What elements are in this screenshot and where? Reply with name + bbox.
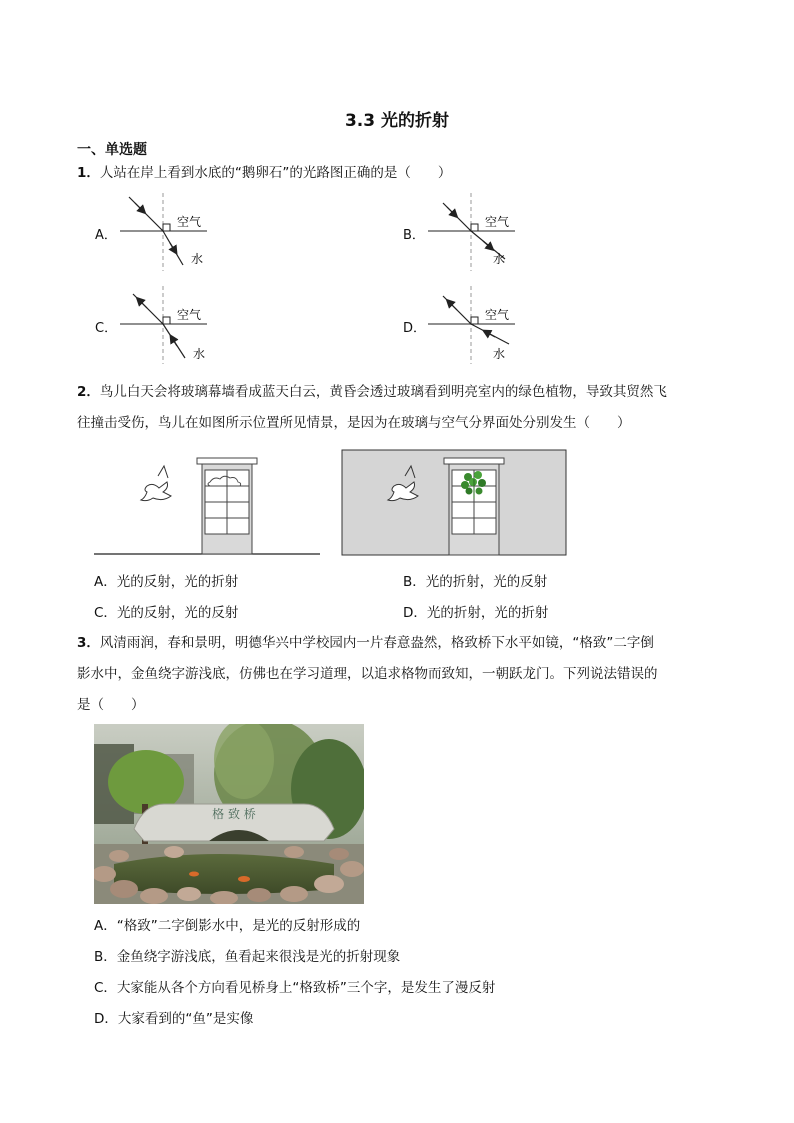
option-text: 光的反射，光的反射 — [116, 605, 239, 621]
bridge-sign: 格 致 桥 — [212, 807, 256, 821]
q3-option-a[interactable] — [94, 914, 360, 934]
question-number: 1． — [77, 165, 100, 181]
option-label: A． — [94, 574, 117, 590]
bridge-photo — [94, 724, 364, 904]
option-label: D． — [94, 1011, 118, 1027]
air-label: 空气 — [485, 215, 510, 229]
air-label: 空气 — [485, 308, 510, 322]
question-2 — [77, 377, 717, 439]
water-label: 水 — [191, 252, 204, 266]
right-angle-mark — [163, 317, 170, 324]
option-label: B． — [94, 949, 117, 965]
q1-option-b[interactable] — [403, 193, 533, 273]
q2-option-b[interactable] — [403, 570, 547, 590]
ray-diagram-b — [423, 193, 533, 273]
question-number: 2． — [77, 384, 100, 400]
option-label: A． — [94, 918, 117, 934]
q1-option-a[interactable] — [95, 193, 225, 273]
arrow-water — [172, 338, 177, 346]
ray-diagram-c — [115, 286, 225, 366]
page-title: 3.3 光的折射 — [344, 111, 450, 131]
q1-option-c[interactable] — [95, 286, 225, 366]
q3-option-c[interactable] — [94, 976, 495, 996]
option-text: 金鱼绕字游浅底，鱼看起来很浅是光的折射现象 — [116, 949, 401, 965]
q3-option-d[interactable] — [94, 1007, 253, 1027]
q2-option-a[interactable] — [94, 570, 238, 590]
arrow-air — [449, 302, 457, 310]
air-label: 空气 — [177, 308, 202, 322]
bird-icon — [141, 482, 171, 501]
question-text-line-3: 是（ ） — [77, 697, 145, 713]
question-text-line-1: 鸟儿白天会将玻璃幕墙看成蓝天白云，黄昏会透过玻璃看到明亮室内的绿色植物，导致其贸然飞 — [99, 384, 667, 400]
right-angle-mark — [471, 224, 478, 231]
water-label: 水 — [193, 347, 206, 361]
option-label: C． — [94, 605, 117, 621]
right-angle-mark — [163, 224, 170, 231]
ray-air — [129, 197, 163, 231]
option-label: C． — [95, 321, 118, 336]
option-text: 大家看到的“鱼”是实像 — [117, 1011, 254, 1027]
arrow-water — [486, 332, 495, 337]
q2-option-c[interactable] — [94, 601, 238, 621]
arrow-water — [170, 243, 175, 251]
q1-option-d[interactable] — [403, 286, 533, 366]
arrow-air — [447, 207, 455, 215]
ray-air — [133, 294, 163, 324]
q2-figure-daytime — [94, 454, 320, 557]
q2-option-d[interactable] — [403, 601, 548, 621]
arrow-air — [135, 203, 143, 211]
water-label: 水 — [493, 347, 506, 361]
right-angle-mark — [471, 317, 478, 324]
option-label: A． — [95, 228, 117, 243]
option-text: 光的反射，光的折射 — [116, 574, 239, 590]
question-1 — [77, 158, 717, 189]
question-number: 3． — [77, 635, 100, 651]
option-label: D． — [403, 605, 427, 621]
lintel — [444, 458, 504, 464]
question-text: 人站在岸上看到水底的“鹅卵石”的光路图正确的是（ ） — [99, 165, 452, 181]
q3-option-b[interactable] — [94, 945, 400, 965]
question-text-line-2: 影水中，金鱼绕字游浅底，仿佛也在学习道理，以追求格物而致知，一朝跃龙门。下列说法错误的 — [77, 666, 658, 682]
arrow-water — [483, 241, 491, 248]
option-label: B． — [403, 228, 425, 243]
question-text-line-1: 风清雨润，春和景明，明德华兴中学校园内一片春意盎然，格致桥下水平如镜，“格致”二字倒 — [99, 635, 654, 651]
option-label: C． — [94, 980, 117, 996]
question-3 — [77, 628, 717, 721]
water-label: 水 — [493, 252, 506, 266]
option-text: “格致”二字倒影水中，是光的反射形成的 — [116, 918, 361, 934]
ray-diagram-a — [115, 193, 225, 273]
option-label: B． — [403, 574, 426, 590]
option-text: 光的折射，光的折射 — [426, 605, 549, 621]
option-label: D． — [403, 321, 427, 336]
air-label: 空气 — [177, 215, 202, 229]
q2-figure-dusk — [341, 449, 567, 557]
arrow-air — [139, 300, 147, 308]
section-heading: 一、单选题 — [77, 142, 147, 158]
lintel — [197, 458, 257, 464]
option-text: 大家能从各个方向看见桥身上“格致桥”三个字，是发生了漫反射 — [116, 980, 496, 996]
option-text: 光的折射，光的反射 — [425, 574, 548, 590]
ray-diagram-d — [423, 286, 533, 366]
question-text-line-2: 往撞击受伤，鸟儿在如图所示位置所见情景，是因为在玻璃与空气分界面处分别发生（ ） — [77, 415, 631, 431]
